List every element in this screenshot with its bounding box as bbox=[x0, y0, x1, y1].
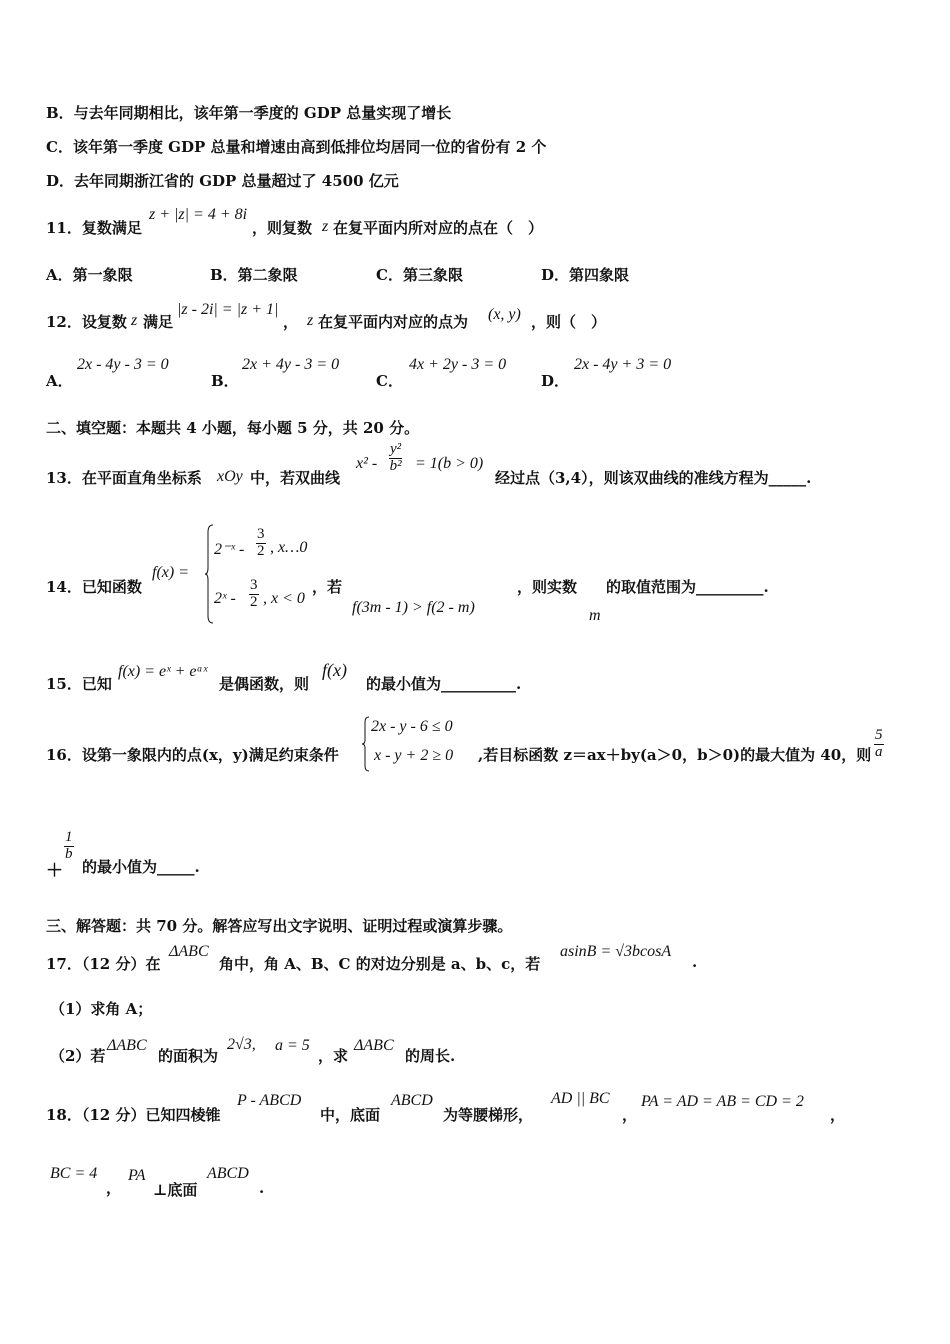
q11-option-d: D．第四象限 bbox=[541, 266, 630, 284]
q13-x2: x² - bbox=[356, 455, 378, 472]
q16-constraint-1: 2x - y - 6 ≤ 0 bbox=[371, 718, 453, 735]
q17-triangle: ΔABC bbox=[169, 943, 209, 960]
q17-part-2-triangle-2: ΔABC bbox=[354, 1037, 394, 1054]
q14-fx: f(x) = bbox=[152, 564, 189, 581]
q14-suffix: 的取值范围为_________. bbox=[606, 578, 769, 596]
q15-suffix: 的最小值为__________. bbox=[366, 675, 522, 693]
q17-part-2-suffix: 的周长. bbox=[405, 1047, 456, 1065]
q17-part-1: （1）求角 A； bbox=[50, 1000, 153, 1018]
q18-comma-3: ， bbox=[106, 1179, 122, 1197]
q10-option-b: B．与去年同期相比，该年第一季度的 GDP 总量实现了增长 bbox=[46, 104, 452, 122]
q12-var-2: z bbox=[307, 312, 314, 329]
q17-part-2-prefix: （2）若 bbox=[50, 1047, 106, 1065]
q18-comma-2: ， bbox=[830, 1106, 846, 1124]
q11-option-c: C．第三象限 bbox=[376, 266, 463, 284]
q16-brace bbox=[361, 716, 370, 772]
q12-prefix: 12．设复数 bbox=[46, 313, 127, 331]
q11-var: z bbox=[322, 218, 329, 235]
q18-base: ABCD bbox=[391, 1092, 433, 1109]
q11-mid: ，则复数 bbox=[252, 219, 313, 237]
q18-base-2: ABCD bbox=[207, 1165, 249, 1182]
q16-mid: ,若目标函数 z＝ax＋by(a＞0，b＞0)的最大值为 40，则 bbox=[478, 746, 872, 764]
q17-part-2-triangle: ΔABC bbox=[107, 1037, 147, 1054]
q18-perp: ⊥底面 bbox=[153, 1181, 198, 1199]
q18-pyramid: P - ABCD bbox=[237, 1092, 302, 1109]
q18-comma: ， bbox=[622, 1106, 638, 1124]
q17-part-2-area: 2√3, bbox=[227, 1036, 256, 1053]
q18-mid: 中，底面 bbox=[320, 1106, 381, 1124]
q16-suffix: 的最小值为_____. bbox=[82, 858, 200, 876]
q18-prefix: 18．（12 分）已知四棱锥 bbox=[46, 1106, 221, 1124]
q12-formula: |z - 2i| = |z + 1| bbox=[177, 301, 279, 318]
q14-case1-frac: $\frac{3}{2}$ bbox=[257, 526, 265, 559]
q12-comma: ， bbox=[283, 313, 299, 331]
q12-suffix: ，则（ ） bbox=[531, 313, 607, 331]
q11-suffix: 在复平面内所对应的点在（ ） bbox=[333, 219, 544, 237]
section-2-heading: 二、填空题：本题共 4 小题，每小题 5 分，共 20 分。 bbox=[46, 419, 420, 437]
q12-option-d-formula: 2x - 4y + 3 = 0 bbox=[574, 356, 672, 373]
q18-end: . bbox=[259, 1179, 265, 1197]
q12-option-a-formula: 2x - 4y - 3 = 0 bbox=[77, 356, 169, 373]
q16-frac-5a: $\frac{5}{a}$ bbox=[875, 727, 883, 760]
q17-mid: 角中，角 A、B、C 的对边分别是 a、b、c，若 bbox=[219, 955, 541, 973]
q12-point: (x, y) bbox=[488, 306, 521, 323]
q17-formula: asinB = √3bcosA bbox=[560, 943, 672, 960]
q14-case1-a: 2⁻ˣ - bbox=[214, 541, 245, 558]
q11-option-b: B．第二象限 bbox=[210, 266, 298, 284]
q15-formula: f(x) = eˣ + eᵃˣ bbox=[118, 663, 208, 680]
q14-var: m bbox=[589, 607, 601, 624]
q14-case2-a: 2ˣ - bbox=[214, 590, 236, 607]
q12-option-b-label: B． bbox=[211, 372, 239, 390]
q13-prefix: 13．在平面直角坐标系 bbox=[46, 469, 202, 487]
q16-plus: ＋ bbox=[46, 861, 63, 881]
q13-frac-num: y² bbox=[390, 441, 402, 457]
q14-brace bbox=[204, 524, 214, 624]
q13-frac-den: b² bbox=[389, 457, 402, 474]
q13-mid: 中，若双曲线 bbox=[250, 469, 341, 487]
q14-prefix: 14．已知函数 bbox=[46, 578, 142, 596]
q11-formula: z + |z| = 4 + 8i bbox=[149, 206, 248, 223]
q12-mid: 满足 bbox=[143, 313, 174, 331]
q17-part-2-mid2: ，求 bbox=[318, 1047, 349, 1065]
q18-bc: BC = 4 bbox=[50, 1165, 98, 1182]
q10-option-c: C．该年第一季度 GDP 总量和增速由高到低排位均居同一位的省份有 2 个 bbox=[46, 138, 547, 156]
q16-constraint-2: x - y + 2 ≥ 0 bbox=[374, 747, 454, 764]
q15-fx: f(x) bbox=[322, 660, 347, 680]
q12-option-c-label: C． bbox=[376, 372, 403, 390]
q13-xoy: xOy bbox=[217, 468, 243, 485]
section-3-heading: 三、解答题：共 70 分。解答应写出文字说明、证明过程或演算步骤。 bbox=[46, 917, 513, 935]
q17-part-2-a: a = 5 bbox=[275, 1037, 310, 1054]
q17-part-2-mid: 的面积为 bbox=[158, 1047, 219, 1065]
q14-mid2: ，则实数 bbox=[517, 578, 578, 596]
q18-equalities: PA = AD = AB = CD = 2 bbox=[641, 1093, 804, 1110]
q14-cond: f(3m - 1) > f(2 - m) bbox=[352, 599, 475, 616]
q11-prefix: 11．复数满足 bbox=[46, 219, 142, 237]
q12-option-b-formula: 2x + 4y - 3 = 0 bbox=[242, 356, 340, 373]
q18-parallel: AD || BC bbox=[551, 1090, 610, 1107]
q13-fraction bbox=[389, 442, 402, 475]
q16-prefix: 16．设第一象限内的点(x，y)满足约束条件 bbox=[46, 746, 339, 764]
q12-option-a-label: A． bbox=[46, 372, 73, 390]
q11-option-a: A．第一象限 bbox=[46, 266, 133, 284]
q12-option-c-formula: 4x + 2y - 3 = 0 bbox=[409, 356, 507, 373]
q12-option-d-label: D． bbox=[541, 372, 570, 390]
q12-mid2: 在复平面内对应的点为 bbox=[318, 313, 469, 331]
q12-var: z bbox=[131, 312, 138, 329]
q18-mid2: 为等腰梯形， bbox=[443, 1106, 534, 1124]
q14-mid: ，若 bbox=[312, 578, 343, 596]
q16-frac-1b: $\frac{1}{b}$ bbox=[65, 829, 73, 862]
q10-option-d: D．去年同期浙江省的 GDP 总量超过了 4500 亿元 bbox=[46, 172, 399, 190]
q15-prefix: 15．已知 bbox=[46, 675, 112, 693]
q18-pa: PA bbox=[128, 1167, 146, 1184]
q13-rest: = 1(b > 0) bbox=[415, 455, 484, 472]
q13-suffix: 经过点（3,4），则该双曲线的准线方程为_____. bbox=[495, 469, 812, 487]
q14-case1-b: , x…0 bbox=[270, 539, 308, 556]
q14-case2-frac: $\frac{3}{2}$ bbox=[250, 577, 258, 610]
q14-case2-b: , x < 0 bbox=[263, 590, 305, 607]
q17-end: . bbox=[692, 953, 698, 971]
q15-mid: 是偶函数，则 bbox=[219, 675, 310, 693]
q17-prefix: 17．（12 分）在 bbox=[46, 955, 161, 973]
